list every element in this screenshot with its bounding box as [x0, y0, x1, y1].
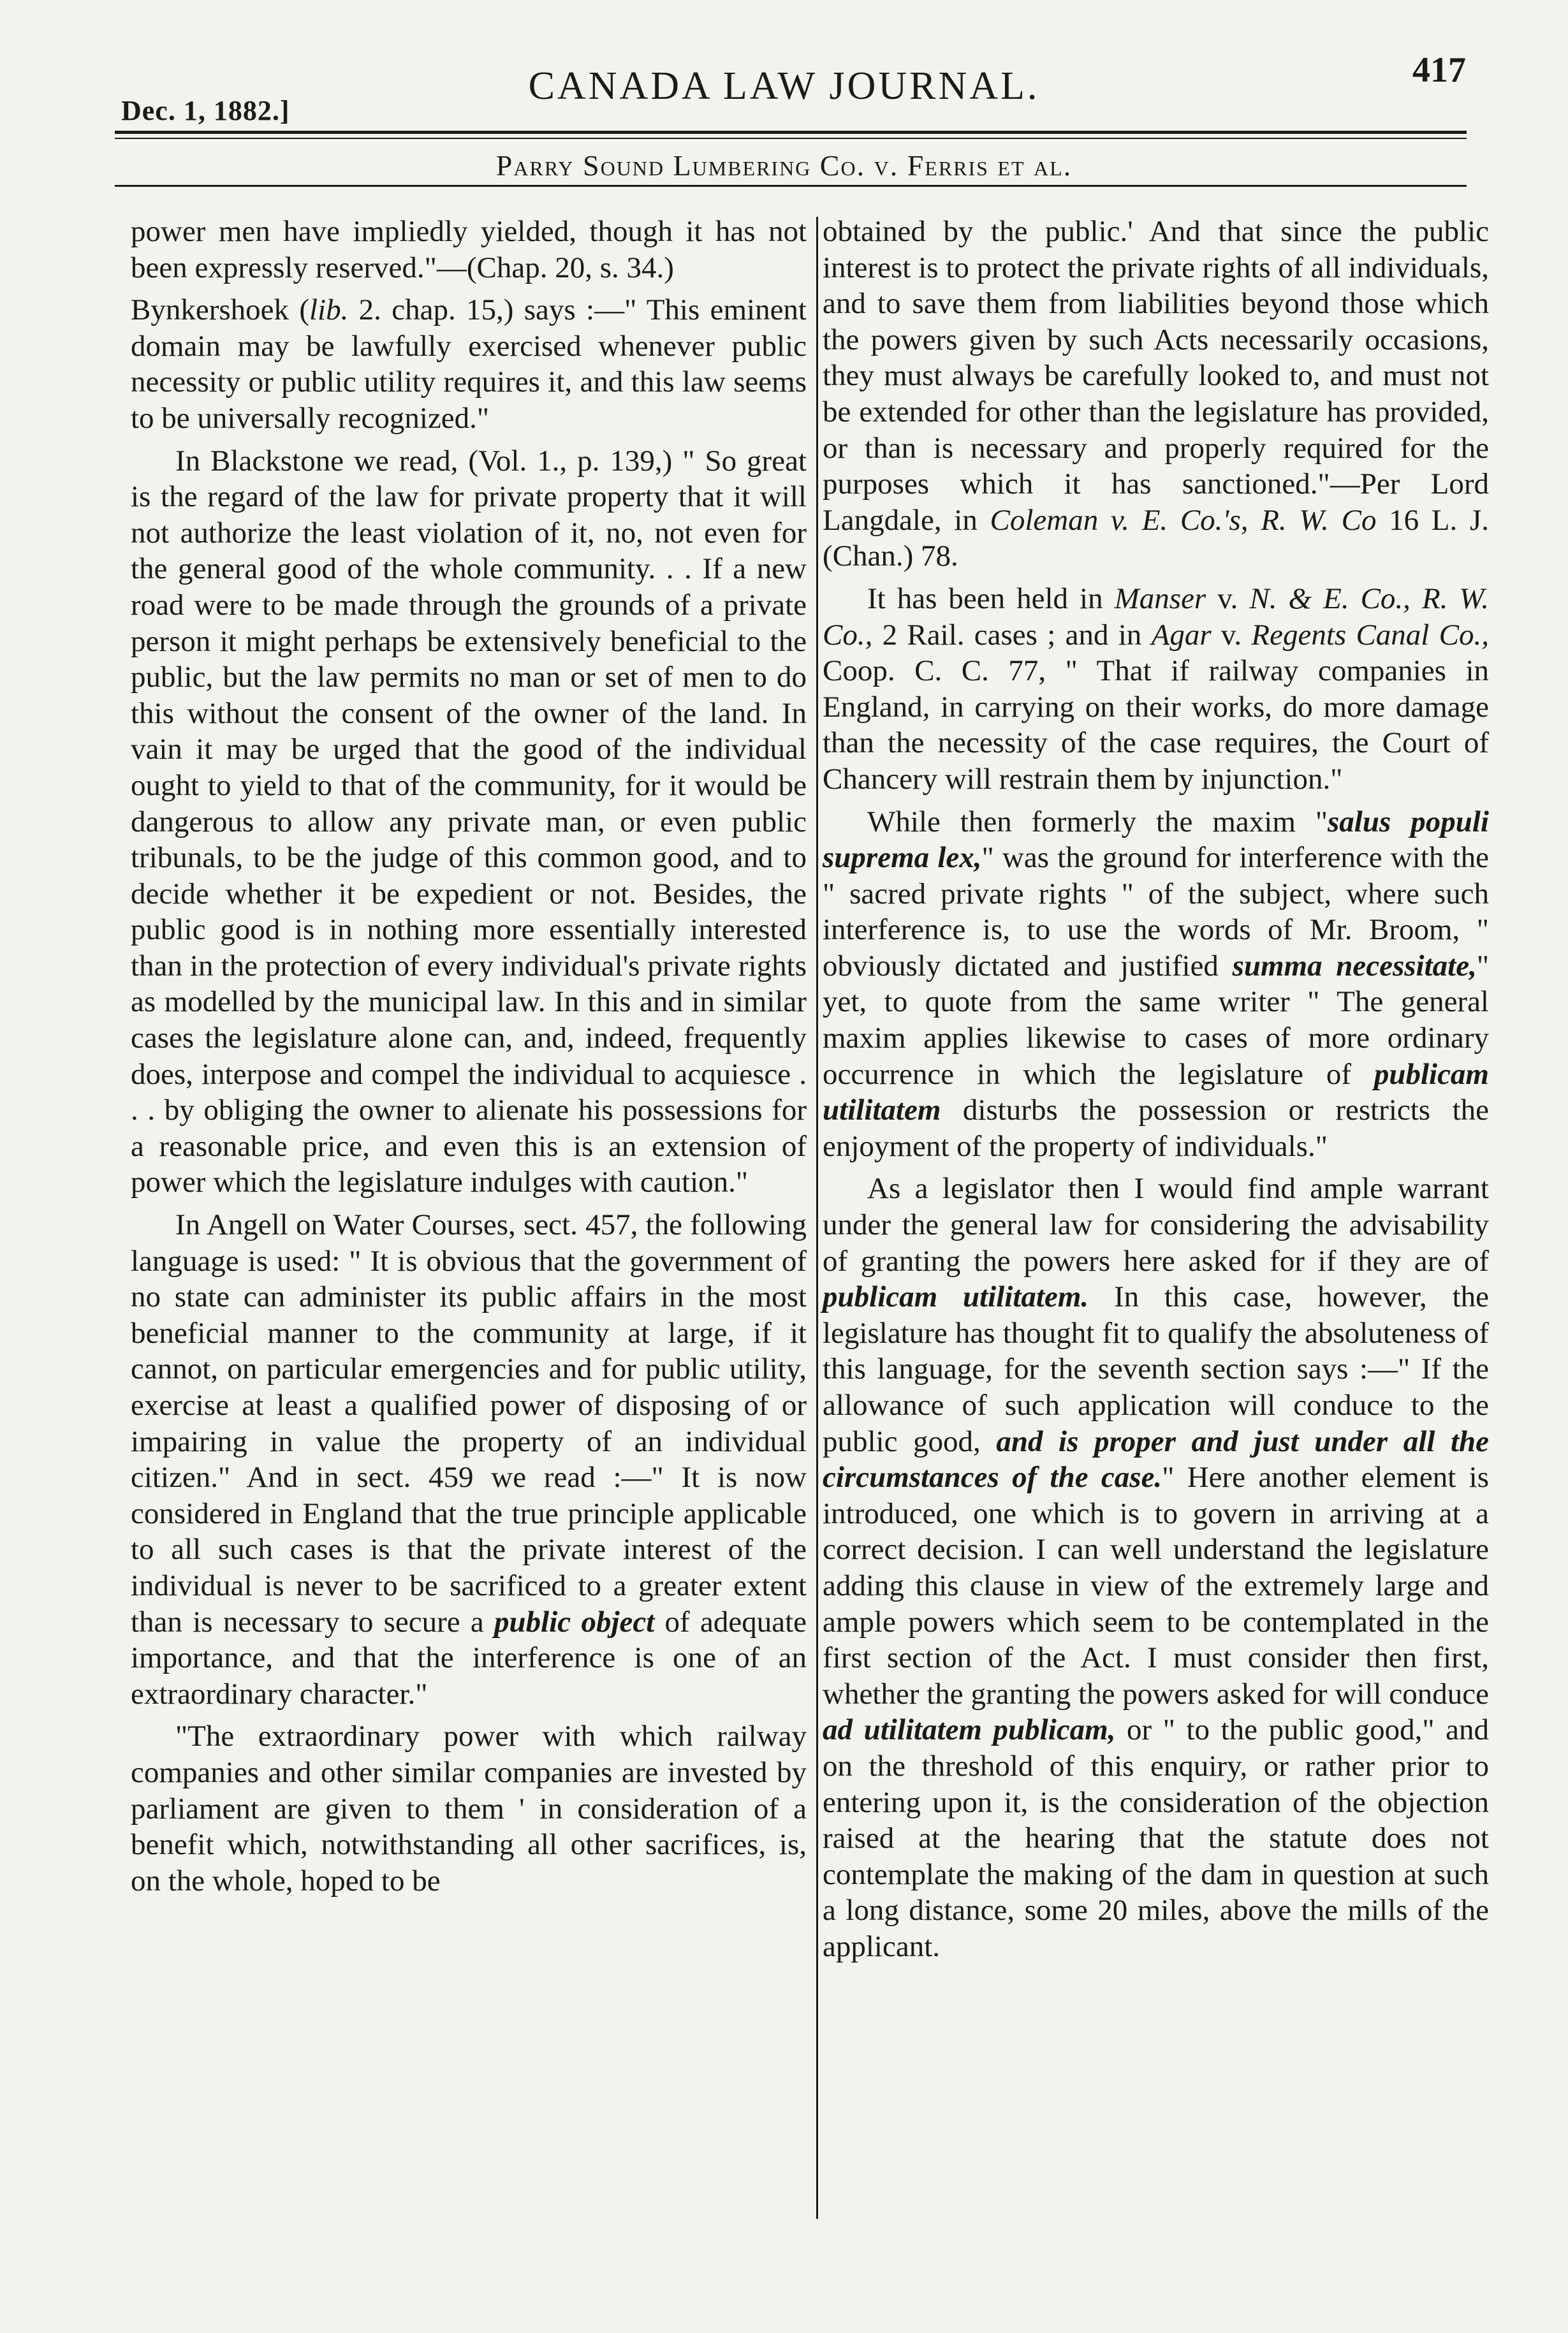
latin-maxim: salus populi suprema lex,: [823, 805, 1489, 875]
emphasis-run: and is proper and just under all the circumstances of the case.: [823, 1424, 1490, 1495]
text-run: of adequate importance, and that the interference is one of an extraordinary character.": [131, 1605, 807, 1711]
left-paragraph-3: [131, 1207, 807, 1712]
text-run: In this case, however, the legislature has thought fit to qualify the absoluteness of this language, for the seventh section says :—" If the allowance of such application will conduce to the public good,: [823, 1280, 1489, 1458]
text-run: " yet, to quote from the same writer " The general maxim applies likewise to cases of more ordinary occurrence in which the legislature of: [823, 949, 1490, 1091]
text-run: It has been held in: [867, 581, 1115, 615]
right-paragraph-3: [823, 804, 1489, 1165]
right-column: [823, 214, 1489, 1971]
latin-maxim: summa necessitate,: [1232, 949, 1477, 983]
left-paragraph-4: "The extraordinary power with which railway companies and other similar companies are invested by parliament are given to them ' in consideration of a benefit which, notwithstanding all other sacrifices, is, on the whole, hoped to be: [131, 1720, 807, 1898]
italic-run: lib.: [309, 293, 349, 327]
right-paragraph-4: [823, 1171, 1489, 1964]
case-citation: N. & E. Co., R. W. Co.,: [823, 581, 1490, 652]
column-divider: [816, 217, 818, 2219]
journal-title: CANADA LAW JOURNAL.: [528, 64, 1040, 108]
right-paragraph-1: [823, 214, 1489, 574]
text-run: obtained by the public.' And that since the public interest is to protect the private rights of all individuals, and to save them from liabilities beyond those which the powers given by such Acts necessarily occasions, they must always be carefully looked to, and must not be extended for other than the legislature has provided, or than is necessary and properly required for the purposes which it has sanctioned."—Per Lord Langdale, in: [823, 215, 1489, 537]
latin-maxim: ad utilitatem publicam,: [823, 1713, 1116, 1747]
header-rule-thick: [115, 131, 1467, 134]
text-run: " Here another element is introduced, one which is to govern in arriving at a correct decision. I can well understand the legislature adding this clause in view of the extremely large and ample powers which seem to be contemplated in the first section of the Act. I must consider then first, whether the granting the powers asked for will conduce: [823, 1461, 1489, 1711]
text-run: 2 Rail. cases ; and in: [872, 618, 1152, 652]
text-run: 2. chap. 15,) says :—" This eminent domain may be lawfully exercised whenever public necessity or public utility requires it, and this law seems to be universally recognized.": [131, 293, 807, 435]
text-run: v.: [1211, 618, 1252, 652]
emphasis-run: public object: [494, 1605, 655, 1639]
left-paragraph-1b: [131, 292, 807, 436]
text-run: disturbs the possession or restricts the enjoyment of the property of individuals.": [823, 1093, 1489, 1163]
latin-maxim: publicam utilitatem: [823, 1057, 1489, 1127]
text-run: While then formerly the maxim ": [867, 805, 1328, 838]
text-run: Bynkershoek (: [131, 293, 309, 327]
case-citation: Manser: [1114, 581, 1206, 615]
text-run: " was the ground for interference with the " sacred private rights " of the subject, where such interference is, to use the words of Mr. Broom, " obviously dictated and justified: [823, 841, 1489, 983]
latin-maxim: publicam utilitatem.: [823, 1280, 1089, 1314]
left-paragraph-2: In Blackstone we read, (Vol. 1., p. 139,) " So great is the regard of the law for private property that it will not authorize the least violation of it, no, not even for the general good of the whole community. . . If a new road were to be made through the grounds of a private person it might perhaps be extensively beneficial to the public, but the law permits no man or set of men to do this without the consent of the owner of the land. In vain it may be urged that the good of the individual ought to yield to that of the community, for it would be dangerous to allow any private man, or even public tribunals, to be the judge of this common good, and to decide whether it be expedient or not. Besides, the public good is in nothing more essentially interested than in the protection of every individual's private rights as modelled by the municipal law. In this and in similar cases the legislature alone can, and, indeed, frequently does, interpose and compel the individual to acquiesce . . . by obliging the owner to alienate his possessions for a reasonable price, and even this is an extension of power which the legislature indulges with caution.": [131, 444, 807, 1199]
case-title-rule: [115, 185, 1467, 187]
left-column: [131, 214, 807, 1905]
case-citation: Regents Canal Co.,: [1251, 618, 1490, 652]
text-run: In Angell on Water Courses, sect. 457, the following language is used: " It is obvious that the government of no state can administer its public affairs in the most beneficial manner to the community at large, if it cannot, on particular emergencies and for public utility, exercise at least a qualified power of disposing of or impairing in value the property of an individual citizen." And in sect. 459 we read :—" It is now considered in England that the true principle applicable to all such cases is that the private interest of the individual is never to be sacrificed to a greater extent than is necessary to secure a: [131, 1208, 807, 1639]
header-rule-thin: [115, 138, 1467, 139]
left-paragraph-1: power men have impliedly yielded, though it has not been expressly reserved."—(Chap. 20, s. 34.): [131, 215, 807, 284]
right-paragraph-2: [823, 581, 1489, 798]
case-title: Parry Sound Lumbering Co. v. Ferris et al.: [495, 149, 1073, 182]
page-number: 417: [1412, 50, 1466, 90]
text-run: 16 L. J. (Chan.) 78.: [823, 503, 1489, 573]
text-run: Coop. C. C. 77, " That if railway companies in England, in carrying on their works, do more damage than the necessity of the case requires, the Court of Chancery will restrain them by injunction.": [823, 654, 1489, 796]
issue-date: Dec. 1, 1882.]: [121, 95, 290, 126]
case-citation: Agar: [1151, 618, 1212, 652]
text-run: v.: [1206, 581, 1250, 615]
case-citation: Coleman v. E. Co.'s, R. W. Co: [990, 503, 1377, 537]
text-run: As a legislator then I would find ample warrant under the general law for considering the advisability of granting the powers here asked for if they are of: [823, 1172, 1489, 1278]
text-run: or " to the public good," and on the threshold of this enquiry, or rather prior to entering upon it, is the consideration of the objection raised at the hearing that the statute does not contemplate the making of the dam in question at such a long distance, some 20 miles, above the mills of the applicant.: [823, 1713, 1489, 1963]
